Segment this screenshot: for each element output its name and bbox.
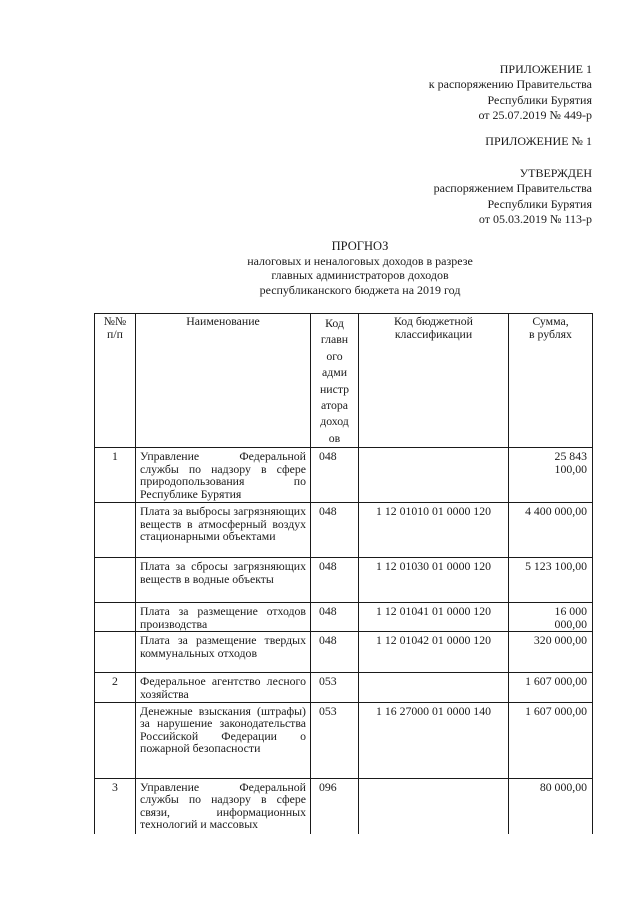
row-sum-line2: 100,00 (554, 461, 587, 476)
header-admin-code-l7: доход (320, 414, 349, 429)
row-admin-code: 048 (311, 603, 359, 632)
appendix-number: ПРИЛОЖЕНИЕ 1 (499, 62, 592, 76)
row-name: Плата за размещение твердых коммунальных отходов (136, 632, 311, 673)
row-sum (509, 558, 593, 603)
row-kbk (359, 673, 509, 702)
row-admin-code: 048 (311, 448, 359, 503)
title-main: ПРОГНОЗ (331, 239, 389, 253)
row-num (95, 702, 136, 778)
row-name: Федеральное агентство лесного хозяйства (136, 673, 311, 702)
row-sum-line1: 80 000,00 (539, 779, 587, 794)
row-kbk (359, 778, 509, 834)
row-sum (509, 778, 593, 834)
header-num (95, 314, 136, 448)
row-sum (509, 503, 593, 558)
table-row (95, 632, 593, 673)
title-line-4: республиканского бюджета на 2019 год (259, 282, 461, 297)
title-line-3: главных администраторов доходов (271, 268, 449, 282)
row-num: 1 (95, 448, 136, 503)
header-admin-code-l2: главн (320, 332, 349, 347)
header-admin-code-l8: ов (328, 430, 341, 445)
row-sum-line2: 000,00 (554, 616, 587, 631)
appendix-reference-org: Республики Бурятия (487, 92, 592, 107)
header-sum-line1: Сумма, (532, 314, 569, 328)
forecast-table (94, 313, 593, 834)
approval-header (434, 166, 592, 227)
approval-reference-date: от 05.03.2019 № 113-р (478, 211, 592, 226)
document-title (80, 239, 640, 297)
row-name: Плата за сбросы загрязняющих веществ в водные объекты (136, 558, 311, 603)
title-line-2: налоговых и неналоговых доходов в разрезе (247, 253, 473, 268)
table-row (95, 503, 593, 558)
row-num (95, 603, 136, 632)
row-kbk: 1 12 01041 01 0000 120 (359, 603, 509, 632)
header-kbk-line1: Код бюджетной (394, 314, 473, 328)
table-row (95, 778, 593, 834)
header-num-line1: №№ (103, 314, 127, 328)
header-kbk (359, 314, 509, 448)
header-admin-code-l4: адми (321, 365, 348, 380)
row-kbk: 1 12 01010 01 0000 120 (359, 503, 509, 558)
row-sum-line1: 320 000,00 (533, 633, 587, 648)
header-admin-code (311, 314, 359, 448)
row-admin-code: 048 (311, 558, 359, 603)
table-row (95, 558, 593, 603)
row-kbk (359, 448, 509, 503)
appendix-header (429, 62, 592, 123)
row-name: Управление Федеральной службы по надзору в сфере природопользования по Республике Бурятия (136, 448, 311, 503)
appendix-header-secondary (485, 134, 592, 149)
row-sum (509, 702, 593, 778)
appendix-reference: к распоряжению Правительства (428, 77, 592, 92)
row-sum-line1: 16 000 (554, 604, 587, 619)
row-admin-code: 053 (311, 702, 359, 778)
approval-reference-org: Республики Бурятия (487, 196, 592, 211)
row-sum-line1: 25 843 (554, 449, 587, 464)
approval-reference: распоряжением Правительства (433, 181, 592, 196)
table-header-row (95, 314, 593, 448)
row-sum-line1: 1 607 000,00 (525, 674, 587, 689)
row-admin-code: 048 (311, 632, 359, 673)
row-name: Плата за размещение отходов производства (136, 603, 311, 632)
appendix-reference-date: от 25.07.2019 № 449-р (478, 107, 592, 122)
row-admin-code: 096 (311, 778, 359, 834)
row-kbk: 1 12 01030 01 0000 120 (359, 558, 509, 603)
header-admin-code-l5: нистр (319, 381, 350, 396)
row-kbk: 1 16 27000 01 0000 140 (359, 702, 509, 778)
row-sum-line1: 4 400 000,00 (525, 504, 587, 519)
header-name: Наименование (136, 314, 311, 448)
row-num (95, 632, 136, 673)
row-name: Управление Федеральной службы по надзору в сфере связи, информационных технологий и массовых (136, 778, 311, 834)
row-num (95, 503, 136, 558)
row-kbk: 1 12 01042 01 0000 120 (359, 632, 509, 673)
row-name: Плата за выбросы загрязняющих веществ в атмосферный воздух стационарными объектами (136, 503, 311, 558)
table-row (95, 448, 593, 503)
row-admin-code: 053 (311, 673, 359, 702)
row-sum (509, 632, 593, 673)
row-sum (509, 603, 593, 632)
appendix-number-secondary: ПРИЛОЖЕНИЕ № 1 (485, 134, 592, 148)
table-row (95, 702, 593, 778)
header-admin-code-l3: ого (326, 348, 343, 363)
header-sum-line2: в рублях (529, 326, 572, 341)
row-admin-code: 048 (311, 503, 359, 558)
header-kbk-line2: классификации (394, 326, 473, 341)
row-sum (509, 448, 593, 503)
row-sum-line1: 1 607 000,00 (525, 703, 587, 718)
row-sum-line1: 5 123 100,00 (525, 559, 587, 574)
row-num: 3 (95, 778, 136, 834)
approval-status: УТВЕРЖДЕН (519, 166, 592, 180)
header-num-line2: п/п (107, 326, 123, 341)
header-admin-code-l1: Код (325, 316, 344, 330)
row-num (95, 558, 136, 603)
row-num: 2 (95, 673, 136, 702)
row-sum (509, 673, 593, 702)
table-row (95, 673, 593, 702)
header-sum (509, 314, 593, 448)
table-row (95, 603, 593, 632)
row-name: Денежные взыскания (штрафы) за нарушение законодательства Российской Федерации о пожарной безопасности (136, 702, 311, 778)
header-admin-code-l6: атора (321, 398, 348, 413)
